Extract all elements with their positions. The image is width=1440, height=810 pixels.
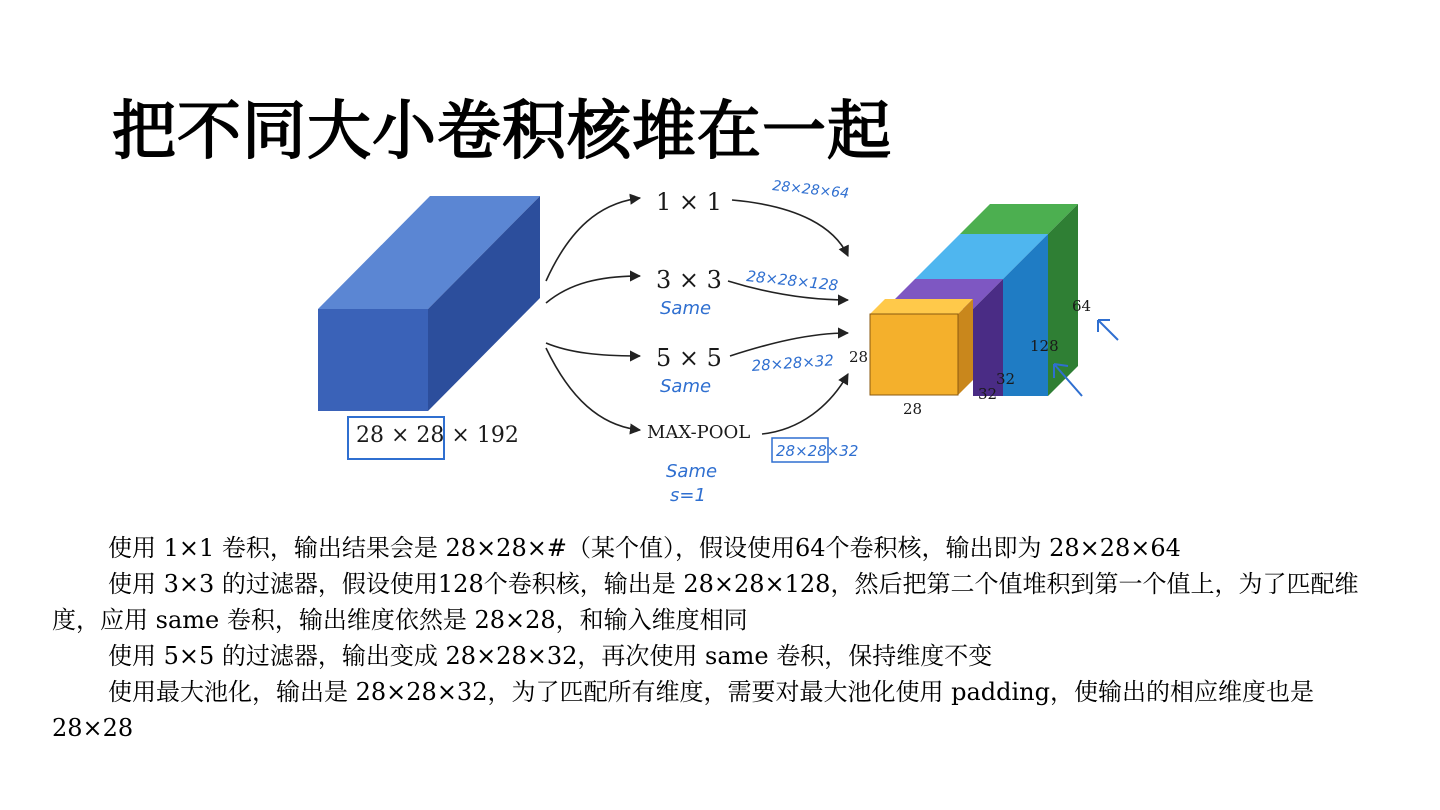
paragraph-3x3: 使用 3×3 的过滤器，假设使用128个卷积核，输出是 28×28×128，然后把第二个值堆积到第一个值上，为了匹配维度，应用 same 卷积，输出维度依然是 28×28，和输入维度相同 bbox=[52, 570, 1359, 634]
arrow-to-5x5 bbox=[546, 343, 640, 356]
note-1x1-output: 28×28×64 bbox=[771, 178, 850, 203]
paragraph-maxpool: 使用最大池化，输出是 28×28×32，为了匹配所有维度，需要对最大池化使用 padding，使输出的相应维度也是28×28 bbox=[52, 678, 1314, 742]
slide-title: 把不同大小卷积核堆在一起 bbox=[112, 95, 892, 169]
split-arrows bbox=[546, 198, 640, 430]
inception-svg bbox=[300, 168, 1140, 513]
input-label: 28 × 28 × 192 bbox=[356, 423, 519, 448]
orange-top bbox=[870, 299, 973, 314]
hand-arrow-64 bbox=[1098, 320, 1118, 340]
out-dim-d2: 32 bbox=[996, 370, 1016, 388]
branch-3x3-annotation: Same bbox=[660, 298, 712, 319]
output-volume bbox=[870, 204, 1078, 396]
orange-side bbox=[958, 299, 973, 395]
arrow-to-3x3 bbox=[546, 276, 640, 303]
out-dim-d4: 64 bbox=[1072, 297, 1092, 315]
paragraph-1x1: 使用 1×1 卷积，输出结果会是 28×28×#（某个值），假设使用64个卷积核，输出即为 28×28×64 bbox=[108, 534, 1181, 562]
branch-5x5-annotation: Same bbox=[660, 376, 712, 397]
orange-front bbox=[870, 314, 958, 395]
out-dim-height: 28 bbox=[849, 348, 869, 366]
branch-5x5-label: 5 × 5 bbox=[656, 344, 722, 372]
note-3x3-output: 28×28×128 bbox=[745, 267, 839, 295]
input-front-face bbox=[318, 309, 428, 411]
paragraph-5x5: 使用 5×5 的过滤器，输出变成 28×28×32，再次使用 same 卷积，保持维度不变 bbox=[108, 642, 993, 670]
merge-arrows bbox=[728, 200, 848, 434]
explanation-text bbox=[52, 530, 1392, 746]
arrow-to-maxpool bbox=[546, 348, 640, 430]
branch-maxpool-annotation: Same bbox=[666, 461, 718, 482]
out-dim-d3: 128 bbox=[1030, 337, 1059, 355]
inception-diagram bbox=[300, 168, 1140, 513]
note-5x5-output: 28×28×32 bbox=[751, 351, 835, 375]
out-dim-width: 28 bbox=[903, 400, 923, 418]
branch-maxpool-label: MAX-POOL bbox=[647, 422, 751, 443]
branch-3x3-label: 3 × 3 bbox=[656, 266, 722, 294]
out-dim-d1: 32 bbox=[978, 385, 998, 403]
branch-1x1-label: 1 × 1 bbox=[656, 188, 722, 216]
arrow-to-1x1 bbox=[546, 198, 640, 281]
branch-maxpool-stride: s=1 bbox=[670, 485, 706, 506]
arrow-from-1x1 bbox=[732, 200, 848, 256]
input-volume bbox=[318, 196, 540, 411]
note-maxpool-output: 28×28×32 bbox=[776, 442, 859, 460]
arrow-from-maxpool bbox=[762, 374, 848, 434]
